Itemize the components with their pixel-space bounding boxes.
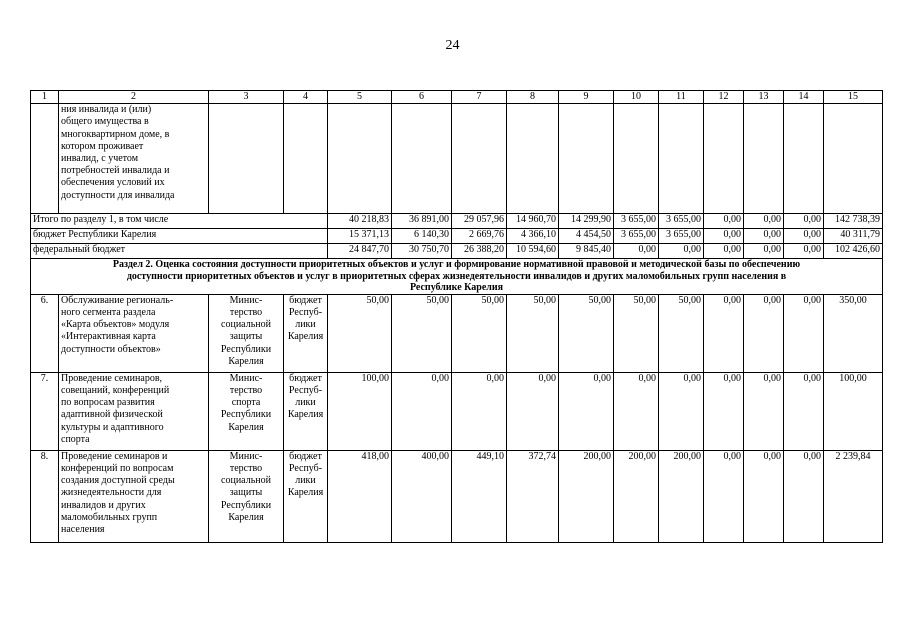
page-number: 24	[445, 38, 460, 53]
column-number: 1	[31, 91, 59, 104]
executor-line: социальной	[221, 319, 271, 331]
budget-table	[30, 90, 883, 543]
total-value: 0,00	[659, 244, 704, 259]
total-value: 3 655,00	[614, 214, 659, 229]
amount-cell: 50,00	[507, 294, 559, 372]
total-value: 0,00	[744, 229, 784, 244]
amount-cell: 200,00	[614, 450, 659, 542]
amount-cell: 50,00	[452, 294, 507, 372]
column-number: 15	[824, 91, 883, 104]
section-heading-line: Республике Карелия	[409, 282, 504, 294]
amount-cell: 50,00	[659, 294, 704, 372]
section-heading-row	[31, 259, 883, 295]
total-value: 0,00	[784, 214, 824, 229]
row-number: 6.	[31, 294, 59, 372]
total-value: 3 655,00	[659, 214, 704, 229]
total-row	[31, 214, 883, 229]
table-body	[31, 91, 883, 543]
total-label: федеральный бюджет	[31, 244, 328, 259]
activity-description-line: маломобильных групп	[61, 511, 158, 523]
amount-cell: 0,00	[507, 372, 559, 450]
amount-cell: 0,00	[744, 294, 784, 372]
executor-line: Карелия	[228, 355, 264, 367]
total-row	[31, 229, 883, 244]
table-row	[31, 372, 883, 450]
continuation-line: инвалид, с учетом	[61, 153, 139, 165]
executor	[209, 294, 284, 372]
executor-line: терство	[229, 384, 263, 396]
total-value: 10 594,60	[507, 244, 559, 259]
amount-cell: 350,00	[824, 294, 883, 372]
amount-cell: 372,74	[507, 450, 559, 542]
executor-line: терство	[229, 462, 263, 474]
total-value: 15 371,13	[328, 229, 392, 244]
section-heading	[31, 259, 883, 295]
column-number-row	[31, 91, 883, 104]
amount-cell: 0,00	[659, 372, 704, 450]
amount-cell: 0,00	[744, 450, 784, 542]
executor-line: Минис-	[229, 294, 263, 306]
total-value: 0,00	[704, 214, 744, 229]
activity-description-line: культуры и адаптивного	[61, 421, 164, 433]
total-value: 29 057,96	[452, 214, 507, 229]
amount-cell: 0,00	[704, 372, 744, 450]
funding-source-line: Карелия	[287, 487, 324, 499]
total-value: 142 738,39	[824, 214, 883, 229]
executor-line: Карелия	[228, 511, 264, 523]
total-value: 14 299,90	[559, 214, 614, 229]
amount-cell: 0,00	[452, 372, 507, 450]
total-value: 30 750,70	[392, 244, 452, 259]
column-number: 4	[284, 91, 328, 104]
column-number: 11	[659, 91, 704, 104]
total-value: 0,00	[704, 244, 744, 259]
executor-line: терство	[229, 306, 263, 318]
amount-cell: 0,00	[704, 450, 744, 542]
funding-source	[284, 372, 328, 450]
column-number: 10	[614, 91, 659, 104]
activity-description-line: «Карта объектов» модуля	[61, 319, 170, 331]
funding-source-line: лики	[295, 475, 316, 487]
column-number: 14	[784, 91, 824, 104]
executor-line: защиты	[229, 331, 263, 343]
total-value: 24 847,70	[328, 244, 392, 259]
amount-cell: 200,00	[559, 450, 614, 542]
activity-description-line: Проведение семинаров,	[61, 372, 163, 384]
amount-cell: 0,00	[784, 450, 824, 542]
continuation-line: потребностей инвалида и	[61, 165, 170, 177]
executor-line: социальной	[221, 475, 271, 487]
executor-line: защиты	[229, 487, 263, 499]
activity-description-line: инвалидов и других	[61, 499, 146, 511]
total-value: 0,00	[744, 214, 784, 229]
column-number: 13	[744, 91, 784, 104]
executor-line: Республики	[220, 499, 272, 511]
continuation-line: котором проживает	[61, 140, 144, 152]
executor-line: Республики	[220, 343, 272, 355]
activity-description-line: населения	[61, 523, 105, 535]
executor-line: Минис-	[229, 372, 263, 384]
executor-line: Карелия	[228, 421, 264, 433]
activity-description-line: создания доступной среды	[61, 475, 175, 487]
column-number: 6	[392, 91, 452, 104]
total-value: 3 655,00	[614, 229, 659, 244]
table-row	[31, 450, 883, 542]
executor-line: Республики	[220, 409, 272, 421]
funding-source-line: бюджет	[289, 450, 322, 462]
activity-description	[59, 450, 209, 542]
total-value: 0,00	[614, 244, 659, 259]
amount-cell: 0,00	[392, 372, 452, 450]
amount-cell: 50,00	[392, 294, 452, 372]
total-value: 6 140,30	[392, 229, 452, 244]
amount-cell: 100,00	[328, 372, 392, 450]
amount-cell: 0,00	[784, 294, 824, 372]
amount-cell: 449,10	[452, 450, 507, 542]
activity-description	[59, 372, 209, 450]
total-row	[31, 244, 883, 259]
amount-cell: 0,00	[614, 372, 659, 450]
activity-description-line: спорта	[61, 433, 90, 445]
activity-description-line: ного сегмента раздела	[61, 306, 156, 318]
activity-description-line: совещаний, конференций	[61, 384, 170, 396]
total-value: 40 311,79	[824, 229, 883, 244]
total-label: Итого по разделу 1, в том числе	[31, 214, 328, 229]
funding-source-line: Респуб-	[288, 462, 323, 474]
activity-description-line: адаптивной физической	[61, 409, 163, 421]
total-value: 0,00	[704, 229, 744, 244]
column-number: 9	[559, 91, 614, 104]
executor	[209, 450, 284, 542]
total-value: 9 845,40	[559, 244, 614, 259]
continuation-line: ния инвалида и (или)	[61, 104, 152, 116]
amount-cell: 0,00	[744, 372, 784, 450]
row-number: 7.	[31, 372, 59, 450]
continuation-line: доступности для инвалида	[61, 189, 175, 201]
activity-description-line: «Интерактивная карта	[61, 331, 156, 343]
amount-cell: 400,00	[392, 450, 452, 542]
continuation-row	[31, 104, 883, 214]
continuation-line: обеспечения условий их	[61, 177, 165, 189]
activity-description-line: доступности объектов»	[61, 343, 161, 355]
amount-cell: 0,00	[559, 372, 614, 450]
total-value: 4 454,50	[559, 229, 614, 244]
funding-source-line: бюджет	[289, 294, 322, 306]
total-value: 36 891,00	[392, 214, 452, 229]
funding-source	[284, 450, 328, 542]
funding-source-line: бюджет	[289, 372, 322, 384]
section-heading-line: доступности приоритетных объектов и услуг в приоритетных сферах жизнедеятельности инвалидов и других маломобильных групп населения в	[126, 270, 787, 282]
funding-source-line: Карелия	[287, 331, 324, 343]
table-row	[31, 294, 883, 372]
amount-cell: 0,00	[784, 372, 824, 450]
total-value: 0,00	[784, 244, 824, 259]
column-number: 5	[328, 91, 392, 104]
column-number: 3	[209, 91, 284, 104]
total-value: 4 366,10	[507, 229, 559, 244]
funding-source-line: Респуб-	[288, 384, 323, 396]
activity-description-line: Проведение семинаров и	[61, 450, 168, 462]
total-value: 26 388,20	[452, 244, 507, 259]
amount-cell: 50,00	[328, 294, 392, 372]
executor-line: спорта	[231, 397, 261, 409]
column-number: 12	[704, 91, 744, 104]
funding-source-line: Карелия	[287, 409, 324, 421]
amount-cell: 418,00	[328, 450, 392, 542]
amount-cell: 100,00	[824, 372, 883, 450]
activity-description-line: по вопросам развития	[61, 397, 155, 409]
column-number: 7	[452, 91, 507, 104]
funding-source-line: Респуб-	[288, 306, 323, 318]
continuation-line: многоквартирном доме, в	[61, 128, 170, 140]
amount-cell: 2 239,84	[824, 450, 883, 542]
column-number: 8	[507, 91, 559, 104]
total-value: 3 655,00	[659, 229, 704, 244]
amount-cell: 0,00	[704, 294, 744, 372]
total-value: 0,00	[744, 244, 784, 259]
total-value: 102 426,60	[824, 244, 883, 259]
activity-description-line: Обслуживание региональ-	[61, 294, 174, 306]
total-value: 0,00	[784, 229, 824, 244]
executor-line: Минис-	[229, 450, 263, 462]
executor	[209, 372, 284, 450]
continuation-description	[59, 104, 209, 214]
total-value: 14 960,70	[507, 214, 559, 229]
activity-description-line: конференций по вопросам	[61, 462, 174, 474]
total-value: 40 218,83	[328, 214, 392, 229]
total-value: 2 669,76	[452, 229, 507, 244]
funding-source	[284, 294, 328, 372]
funding-source-line: лики	[295, 319, 316, 331]
amount-cell: 200,00	[659, 450, 704, 542]
funding-source-line: лики	[295, 397, 316, 409]
column-number: 2	[59, 91, 209, 104]
row-number: 8.	[31, 450, 59, 542]
amount-cell: 50,00	[614, 294, 659, 372]
amount-cell: 50,00	[559, 294, 614, 372]
activity-description	[59, 294, 209, 372]
continuation-line: общего имущества в	[61, 116, 149, 128]
section-heading-line: Раздел 2. Оценка состояния доступности приоритетных объектов и услуг и формирование нормативной правовой и методической базы по обеспечению	[112, 259, 801, 271]
activity-description-line: жизнедеятельности для	[61, 487, 162, 499]
total-label: бюджет Республики Карелия	[31, 229, 328, 244]
